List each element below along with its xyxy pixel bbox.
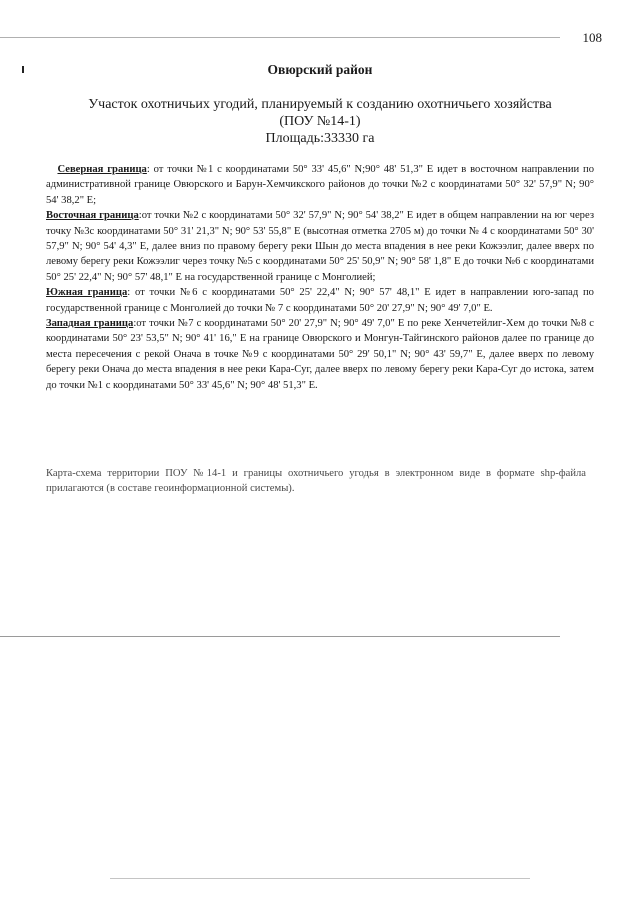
page-number: 108 [582, 30, 602, 45]
east-border-heading: Восточная граница [46, 210, 139, 222]
south-border-text: : от точки №6 с координатами 50° 25' 22,4" N; 90° 57' 48,1" E идет в направлении юго-запад по государственной границе с Монголией до точки № 7 с координатами 50° 20' 27,9" N; 90° 49' 7,0" E. [46, 287, 594, 314]
west-border-text: :от точки №7 с координатами 50° 20' 27,9" N; 90° 49' 7,0" E по реке Хенчетейлиг-Хем до точки №8 с координатами 50° 23' 53,5" N; 90° 41' 16," E на границе Овюрского и Монгун-Тайгинского районов далее по границе до места пересечения с рекой Онача в точке №9 с координатами 50° 29' 50,1" N; 90° 43' 59,7" E, далее вверх по левому берегу реки Онача до места впадения в нее реки Кара-Суг, далее вверх по левому берегу реки Кара-Суг до истока, затем до точки №1 с координатами 50° 33' 45,6" N; 90° 48' 51,3" E. [46, 318, 595, 391]
south-border-heading: Южная граница [46, 287, 128, 299]
document-title: Овюрский район [267, 62, 373, 77]
east-border-text: :от точки №2 с координатами 50° 32' 57,9" N; 90° 54' 38,2" E идет в общем направлении на юг через точку №3с координатами 50° 31' 21,3" N; 90° 53' 55,8" E (высотная отметка 2705 м) до точки № 4 с координатами 50° 30' 57,9" N; 90° 54' 4,3" E, далее вниз по правому берегу реки Шын до места впадения в нее реки Кожээлиг, далее вверх по левому берегу реки Кожээлиг через точку №5 с координатами 50° 25' 50,9" N; 90° 58' 1,8" E до точки №6 с координатами 50° 25' 22,4" N; 90° 57' 48,1" E на государственной границе с Монголией; [46, 210, 595, 283]
east-border-paragraph [46, 208, 594, 285]
south-border-paragraph [46, 285, 594, 316]
west-border-paragraph [46, 316, 594, 393]
north-border-text: : от точки №1 с координатами 50° 33' 45,6" N;90° 48' 51,3" E идет в восточном направлении по административной границе Овюрского и Барун-Хемчикского районов до точки №2 с координатами 50° 32' 57,9" N; 90° 54' 38,2" E; [46, 164, 594, 206]
west-border-heading: Западная граница [46, 318, 134, 330]
scan-artifact-mid [0, 636, 560, 637]
north-border-paragraph [46, 162, 594, 208]
north-border-heading: Северная граница [57, 164, 147, 175]
scan-artifact-top [0, 37, 560, 38]
subtitle-line-2: (ПОУ №14-1) [279, 114, 361, 129]
scan-artifact-bottom [110, 878, 530, 879]
subtitle-line-1: Участок охотничьих угодий, планируемый к созданию охотничьего хозяйства [88, 97, 552, 112]
subtitle-line-3: Площадь:33330 га [265, 131, 375, 146]
border-description [46, 162, 594, 393]
document-subtitle [0, 96, 640, 147]
map-note: Карта-схема территории ПОУ №14-1 и границы охотничьего угодья в электронном виде в формате shp-файла прилагаются (в составе геоинформационной системы). [46, 468, 586, 495]
